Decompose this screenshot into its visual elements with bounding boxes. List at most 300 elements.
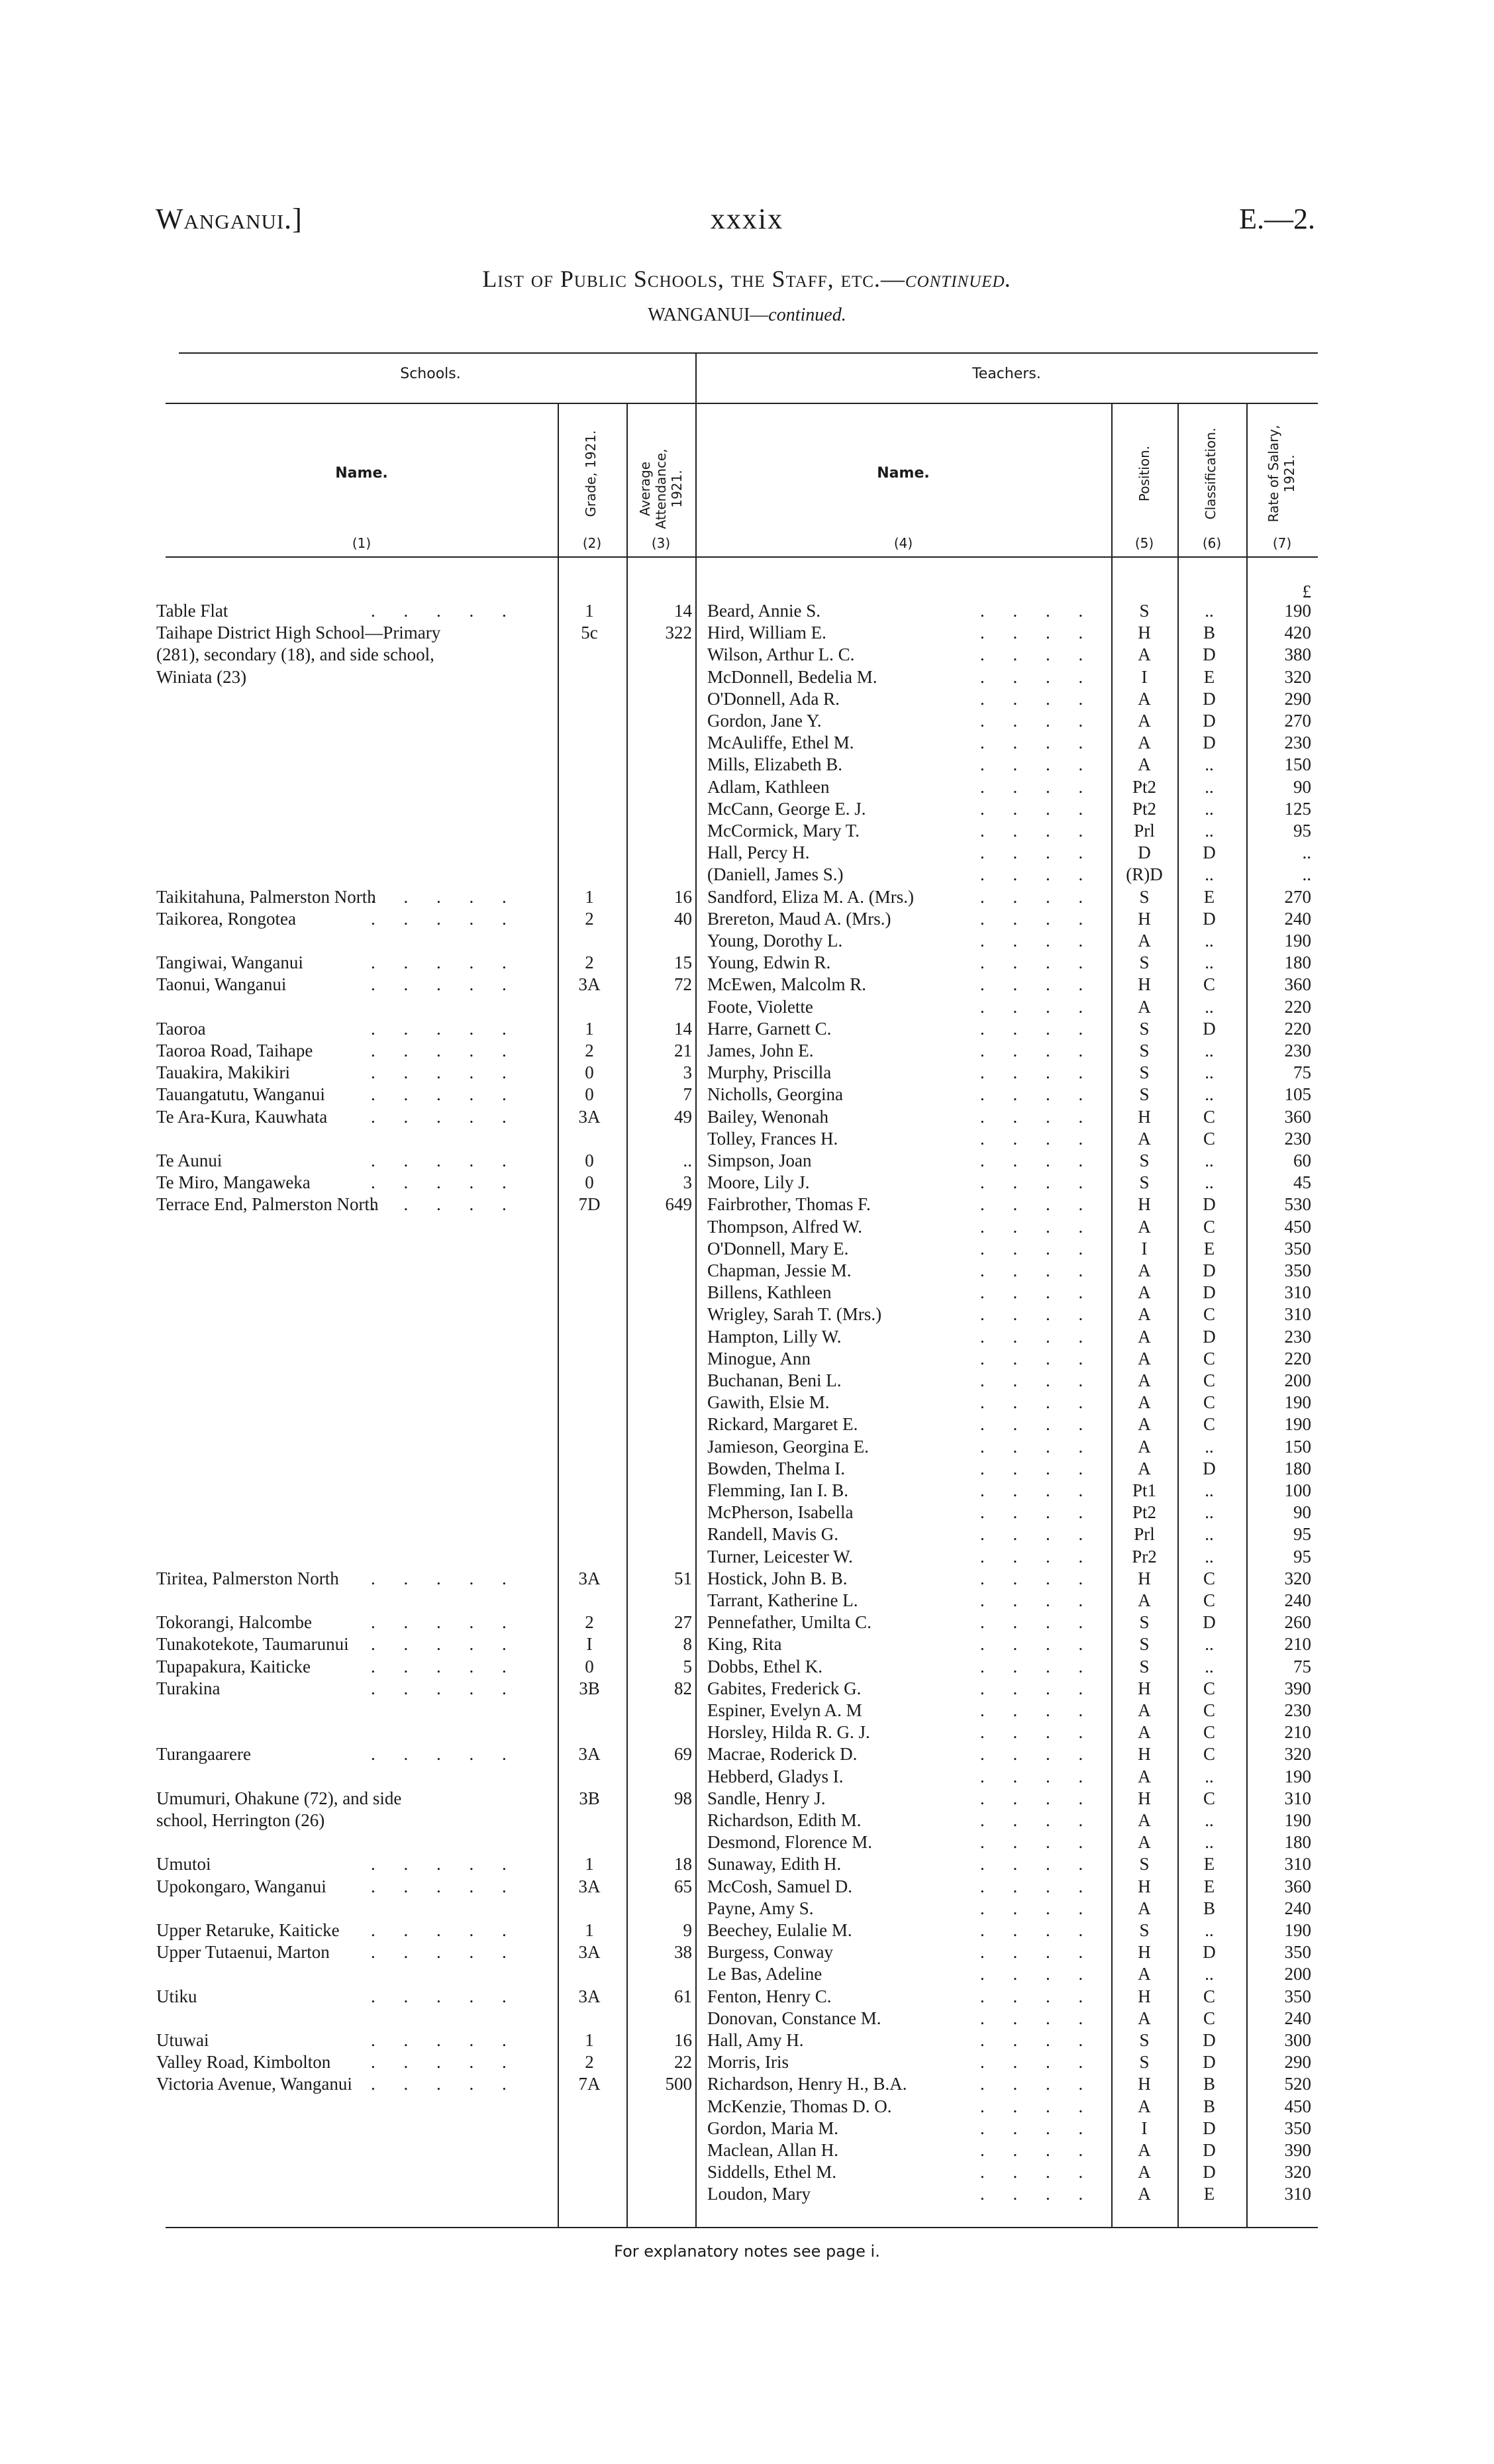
table-row: [0, 1721, 1494, 1743]
classification: D: [1203, 2118, 1216, 2138]
position: Pr2: [1132, 1546, 1157, 1566]
classification: ..: [1205, 821, 1214, 841]
table-row: [0, 1920, 1494, 1941]
dot-leader: . . . .: [980, 733, 1095, 753]
teacher-name: Hebberd, Gladys I.: [707, 1766, 844, 1786]
grade: 5c: [581, 623, 598, 643]
currency-symbol: £: [1302, 582, 1311, 601]
school-name: Taoroa Road, Taihape: [156, 1041, 313, 1060]
school-name: Victoria Avenue, Wanganui: [156, 2074, 352, 2094]
page-subtitle: [0, 305, 1494, 326]
position: Pt2: [1132, 776, 1157, 797]
teacher-name: Burgess, Conway: [707, 1942, 834, 1963]
table-row: [0, 1436, 1494, 1457]
position: A: [1138, 1260, 1151, 1280]
table-row: [0, 1831, 1494, 1853]
position: A: [1138, 1458, 1151, 1478]
salary: 290: [1284, 2052, 1311, 2073]
table-row: [0, 2096, 1494, 2117]
attendance: 14: [674, 601, 692, 621]
position: A: [1138, 1898, 1151, 1918]
position: Pt2: [1132, 1502, 1157, 1523]
classification: ..: [1205, 1634, 1214, 1655]
dot-leader: . . . .: [980, 1172, 1095, 1193]
salary: 105: [1284, 1084, 1311, 1105]
dot-leader: . . . .: [980, 1568, 1095, 1588]
classification: D: [1203, 1942, 1216, 1963]
classification: ..: [1205, 754, 1214, 775]
salary: 190: [1284, 1766, 1311, 1786]
grade-header: Grade, 1921.: [583, 430, 599, 517]
position: I: [1141, 1238, 1148, 1258]
salary: 350: [1284, 1986, 1311, 2006]
salary: 210: [1284, 1634, 1311, 1655]
dot-leader: . . . .: [980, 1194, 1095, 1215]
dot-leader: . . . . .: [371, 2030, 519, 2050]
teacher-name: Young, Edwin R.: [707, 952, 831, 973]
dot-leader: . . . . .: [371, 1106, 519, 1127]
table-row: [0, 1304, 1494, 1325]
col-num-5: (5): [1134, 535, 1154, 551]
salary: 95: [1293, 821, 1311, 841]
position: A: [1138, 931, 1151, 950]
position: A: [1138, 1216, 1151, 1237]
position: D: [1138, 843, 1151, 863]
salary: 240: [1284, 908, 1311, 929]
grade: 3A: [578, 1876, 601, 1896]
position: A: [1138, 1282, 1151, 1303]
school-name: Valley Road, Kimbolton: [156, 2052, 331, 2073]
dot-leader: . . . .: [980, 1612, 1095, 1633]
table-row: [0, 1062, 1494, 1083]
classification: B: [1203, 1898, 1215, 1918]
classification: C: [1203, 1216, 1215, 1237]
table-row: [0, 1523, 1494, 1545]
dot-leader: . . . .: [980, 666, 1095, 687]
salary: 530: [1284, 1194, 1311, 1215]
salary: 420: [1284, 623, 1311, 643]
teacher-name: Jamieson, Georgina E.: [707, 1436, 869, 1457]
school-name: Te Miro, Mangaweka: [156, 1172, 311, 1193]
dot-leader: . . . . .: [371, 886, 519, 907]
teacher-name: Rickard, Margaret E.: [707, 1414, 858, 1435]
position: A: [1138, 644, 1151, 665]
teacher-name: Turner, Leicester W.: [707, 1546, 853, 1566]
dot-leader: . . . .: [980, 1436, 1095, 1457]
dot-leader: . . . .: [980, 1744, 1095, 1765]
salary: 190: [1284, 601, 1311, 621]
classification: ..: [1205, 1502, 1214, 1523]
teacher-name: Gordon, Jane Y.: [707, 711, 822, 731]
attendance: 22: [674, 2052, 692, 2073]
teacher-name: Sandford, Eliza M. A. (Mrs.): [707, 886, 914, 907]
classification: C: [1203, 1568, 1215, 1588]
grade: 2: [585, 908, 594, 929]
school-name: Te Ara-Kura, Kauwhata: [156, 1106, 328, 1127]
table-row: [0, 886, 1494, 907]
table-row: [0, 930, 1494, 951]
grade: 3A: [578, 1942, 601, 1963]
table-row: [0, 2118, 1494, 2139]
classification: C: [1203, 1370, 1215, 1390]
dot-leader: . . . .: [980, 1700, 1095, 1720]
grade: 0: [585, 1084, 594, 1105]
school-name: Turangaarere: [156, 1744, 251, 1765]
dot-leader: . . . .: [980, 843, 1095, 863]
table-row: [0, 1633, 1494, 1655]
school-name-header: Name.: [335, 465, 388, 482]
teacher-name: McCormick, Mary T.: [707, 821, 860, 841]
teacher-name: Sandle, Henry J.: [707, 1788, 826, 1808]
position: S: [1139, 1041, 1150, 1060]
attendance: 9: [683, 1920, 692, 1940]
col-num-1: (1): [352, 535, 372, 551]
position: H: [1138, 1568, 1151, 1588]
salary: 90: [1293, 1502, 1311, 1523]
position: A: [1138, 1700, 1151, 1720]
salary: 190: [1284, 1392, 1311, 1413]
salary: 320: [1284, 2162, 1311, 2182]
position: H: [1138, 1106, 1151, 1127]
dot-leader: . . . .: [980, 1524, 1095, 1545]
salary: 350: [1284, 1260, 1311, 1280]
classification: D: [1203, 2162, 1216, 2182]
classification: E: [1203, 1854, 1215, 1874]
school-name: Tunakotekote, Taumarunui: [156, 1634, 349, 1655]
position: A: [1138, 1326, 1151, 1347]
classification: ..: [1205, 1766, 1214, 1786]
grade: 3A: [578, 974, 601, 995]
position: A: [1138, 2162, 1151, 2182]
table-row: [0, 1766, 1494, 1787]
table-row: [0, 1941, 1494, 1963]
position: Pt1: [1132, 1480, 1157, 1500]
salary: 95: [1293, 1524, 1311, 1545]
position: S: [1139, 2030, 1150, 2050]
table-row: [0, 1018, 1494, 1039]
teacher-name: McKenzie, Thomas D. O.: [707, 2096, 892, 2116]
dot-leader: . . . .: [980, 1722, 1095, 1743]
classification: ..: [1205, 1546, 1214, 1566]
classification: ..: [1205, 1062, 1214, 1083]
attendance: 27: [674, 1612, 692, 1633]
salary: 320: [1284, 1568, 1311, 1588]
position: S: [1139, 1612, 1150, 1633]
teacher-name: Minogue, Ann: [707, 1348, 811, 1368]
grade: 3A: [578, 1568, 601, 1588]
dot-leader: . . . . .: [371, 1656, 519, 1676]
table-row: [0, 622, 1494, 643]
position: A: [1138, 1370, 1151, 1390]
dot-leader: . . . .: [980, 1546, 1095, 1566]
classification: C: [1203, 1106, 1215, 1127]
attendance: 8: [683, 1634, 692, 1655]
dot-leader: . . . .: [980, 623, 1095, 643]
classification: E: [1203, 1876, 1215, 1896]
classification: D: [1203, 2140, 1216, 2160]
classification: D: [1203, 1326, 1216, 1347]
teacher-name: Bailey, Wenonah: [707, 1106, 829, 1127]
classification: D: [1203, 1018, 1216, 1039]
dot-leader: . . . .: [980, 1876, 1095, 1896]
subtitle-main: WANGANUI—: [648, 305, 769, 325]
position: Pt2: [1132, 798, 1157, 819]
teacher-name: Sunaway, Edith H.: [707, 1854, 842, 1874]
position: A: [1138, 996, 1151, 1017]
salary: 320: [1284, 666, 1311, 687]
teacher-name: McEwen, Malcolm R.: [707, 974, 866, 995]
teacher-name: McPherson, Isabella: [707, 1502, 854, 1523]
position: A: [1138, 754, 1151, 775]
classification: C: [1203, 1744, 1215, 1765]
table-row: [0, 2183, 1494, 2204]
classification: E: [1203, 1238, 1215, 1258]
classification: ..: [1205, 798, 1214, 819]
dot-leader: . . . . .: [371, 1084, 519, 1105]
dot-leader: . . . . .: [371, 1942, 519, 1963]
teacher-name: Macrae, Roderick D.: [707, 1744, 858, 1765]
col-num-4: (4): [893, 535, 913, 551]
table-row: [0, 1853, 1494, 1874]
dot-leader: . . . . .: [371, 1062, 519, 1083]
table-row: [0, 1898, 1494, 1919]
teacher-name: Gawith, Elsie M.: [707, 1392, 830, 1413]
classification: ..: [1205, 776, 1214, 797]
position: A: [1138, 1590, 1151, 1610]
dot-leader: . . . .: [980, 1062, 1095, 1083]
teacher-name: Chapman, Jessie M.: [707, 1260, 852, 1280]
salary: 230: [1284, 733, 1311, 753]
teacher-name: Morris, Iris: [707, 2052, 789, 2073]
table-row: [0, 1743, 1494, 1765]
salary: 450: [1284, 2096, 1311, 2116]
salary: 270: [1284, 886, 1311, 907]
dot-leader: . . . .: [980, 1788, 1095, 1808]
school-name: Utiku: [156, 1986, 197, 2006]
teacher-name: Maclean, Allan H.: [707, 2140, 838, 2160]
classification: ..: [1205, 864, 1214, 885]
table-row: [0, 798, 1494, 819]
classification: ..: [1205, 1480, 1214, 1500]
dot-leader: . . . .: [980, 952, 1095, 973]
dot-leader: . . . .: [980, 1348, 1095, 1368]
table-header-rule: [166, 556, 1318, 558]
dot-leader: . . . .: [980, 996, 1095, 1017]
dot-leader: . . . .: [980, 1260, 1095, 1280]
position: A: [1138, 1964, 1151, 1984]
teacher-name: Siddells, Ethel M.: [707, 2162, 836, 2182]
classification: C: [1203, 1348, 1215, 1368]
position: S: [1139, 952, 1150, 973]
grade: 3B: [579, 1678, 600, 1698]
salary: 240: [1284, 2008, 1311, 2028]
grade: 7A: [578, 2074, 601, 2094]
table-row: [0, 666, 1494, 688]
position: A: [1138, 1348, 1151, 1368]
attendance: 5: [683, 1656, 692, 1676]
position: A: [1138, 1436, 1151, 1457]
classification: ..: [1205, 952, 1214, 973]
position: A: [1138, 2184, 1151, 2204]
position: H: [1138, 1876, 1151, 1896]
salary: 200: [1284, 1370, 1311, 1390]
teacher-name: James, John E.: [707, 1041, 814, 1060]
classification: D: [1203, 1194, 1216, 1215]
dot-leader: . . . .: [980, 1414, 1095, 1435]
attendance: 61: [674, 1986, 692, 2006]
dot-leader: . . . .: [980, 1392, 1095, 1413]
table-row: [0, 1326, 1494, 1347]
teacher-name: Richardson, Henry H., B.A.: [707, 2074, 907, 2094]
classification: B: [1203, 623, 1215, 643]
teacher-name: Le Bas, Adeline: [707, 1964, 822, 1984]
teacher-name: McCosh, Samuel D.: [707, 1876, 852, 1896]
dot-leader: . . . . .: [371, 1678, 519, 1698]
table-row: [0, 842, 1494, 863]
position: A: [1138, 1766, 1151, 1786]
dot-leader: . . . .: [980, 1216, 1095, 1237]
teacher-name: Hall, Percy H.: [707, 843, 810, 863]
classification: C: [1203, 1414, 1215, 1435]
school-name: Te Aunui: [156, 1151, 223, 1170]
dot-leader: . . . .: [980, 2052, 1095, 2073]
salary: 220: [1284, 996, 1311, 1017]
dot-leader: . . . . .: [371, 1744, 519, 1765]
dot-leader: . . . .: [980, 2140, 1095, 2160]
table-row: [0, 1810, 1494, 1831]
teacher-name: (Daniell, James S.): [707, 864, 844, 885]
table-row: [0, 996, 1494, 1017]
teacher-name: McCann, George E. J.: [707, 798, 866, 819]
classification: D: [1203, 688, 1216, 709]
school-name: Taikitahuna, Palmerston North: [156, 886, 376, 907]
salary: 230: [1284, 1700, 1311, 1720]
dot-leader: . . . . .: [371, 1018, 519, 1039]
position: H: [1138, 1788, 1151, 1808]
attendance: 51: [674, 1568, 692, 1588]
table-row: [0, 732, 1494, 753]
table-row: [0, 1963, 1494, 1984]
position: Prl: [1134, 1524, 1155, 1545]
teacher-name: McDonnell, Bedelia M.: [707, 666, 877, 687]
salary: 220: [1284, 1018, 1311, 1039]
dot-leader: . . . . .: [371, 1986, 519, 2006]
table-row: [0, 1480, 1494, 1501]
attendance: 72: [674, 974, 692, 995]
grade: 0: [585, 1151, 594, 1170]
dot-leader: . . . .: [980, 1986, 1095, 2006]
position: S: [1139, 1151, 1150, 1170]
teacher-name-header: Name.: [877, 465, 930, 482]
school-name: Tupapakura, Kaiticke: [156, 1656, 311, 1676]
teacher-name: McAuliffe, Ethel M.: [707, 733, 854, 753]
salary: 390: [1284, 2140, 1311, 2160]
dot-leader: . . . . .: [371, 601, 519, 621]
table-row: [0, 1568, 1494, 1589]
salary: 310: [1284, 1282, 1311, 1303]
salary: 380: [1284, 644, 1311, 665]
col-num-2: (2): [582, 535, 602, 551]
table-row: [0, 1150, 1494, 1171]
classification: D: [1203, 711, 1216, 731]
classification: C: [1203, 1590, 1215, 1610]
grade: 1: [585, 601, 594, 621]
grade: 1: [585, 2030, 594, 2050]
grade: 0: [585, 1062, 594, 1083]
dot-leader: . . . . .: [371, 974, 519, 995]
table-row: [0, 974, 1494, 995]
table-row: [0, 1128, 1494, 1149]
grade: 1: [585, 1854, 594, 1874]
classification: E: [1203, 886, 1215, 907]
teacher-name: Espiner, Evelyn A. M: [707, 1700, 862, 1720]
position: H: [1138, 1986, 1151, 2006]
dot-leader: . . . . .: [371, 1920, 519, 1940]
attendance: 38: [674, 1942, 692, 1963]
dot-leader: . . . . .: [371, 1151, 519, 1170]
table-row: [0, 820, 1494, 841]
classification: B: [1203, 2074, 1215, 2094]
classification: ..: [1205, 1151, 1214, 1170]
dot-leader: . . . .: [980, 1766, 1095, 1786]
grade: 1: [585, 1018, 594, 1039]
dot-leader: . . . .: [980, 644, 1095, 665]
table-row: [0, 1656, 1494, 1677]
salary: 360: [1284, 1106, 1311, 1127]
page-number: xxxix: [710, 203, 784, 235]
title-main: List of Public Schools, the Staff, etc.—: [482, 266, 905, 292]
salary: 390: [1284, 1678, 1311, 1698]
teacher-name: King, Rita: [707, 1634, 782, 1655]
position: H: [1138, 2074, 1151, 2094]
teacher-name: Gabites, Frederick G.: [707, 1678, 862, 1698]
salary: 260: [1284, 1612, 1311, 1633]
grade: 3A: [578, 1986, 601, 2006]
dot-leader: . . . . .: [371, 952, 519, 973]
school-name: Tauakira, Makikiri: [156, 1062, 291, 1083]
dot-leader: . . . .: [980, 2162, 1095, 2182]
dot-leader: . . . .: [980, 1964, 1095, 1984]
subtitle-continued: continued.: [768, 305, 846, 325]
classification: D: [1203, 2030, 1216, 2050]
table-row: [0, 2008, 1494, 2029]
dot-leader: . . . .: [980, 1151, 1095, 1170]
school-name: Upokongaro, Wanganui: [156, 1876, 326, 1896]
dot-leader: . . . .: [980, 2096, 1095, 2116]
table-row: [0, 2139, 1494, 2161]
classification: C: [1203, 2008, 1215, 2028]
dot-leader: . . . .: [980, 1810, 1095, 1830]
dot-leader: . . . . .: [371, 908, 519, 929]
teacher-name: Wrigley, Sarah T. (Mrs.): [707, 1304, 882, 1325]
dot-leader: . . . . .: [371, 1612, 519, 1633]
teacher-name: Foote, Violette: [707, 996, 813, 1017]
classification: ..: [1205, 1041, 1214, 1060]
position: S: [1139, 1018, 1150, 1039]
col-num-7: (7): [1272, 535, 1292, 551]
classification: ..: [1205, 1920, 1214, 1940]
dot-leader: . . . .: [980, 1656, 1095, 1676]
salary: 180: [1284, 1832, 1311, 1853]
classification: ..: [1205, 1832, 1214, 1853]
page-title: [0, 265, 1494, 293]
table-row: [0, 2029, 1494, 2051]
salary: 450: [1284, 1216, 1311, 1237]
position: S: [1139, 1634, 1150, 1655]
table-row: [0, 2161, 1494, 2182]
table-row: [0, 1282, 1494, 1303]
dot-leader: . . . .: [980, 1084, 1095, 1105]
